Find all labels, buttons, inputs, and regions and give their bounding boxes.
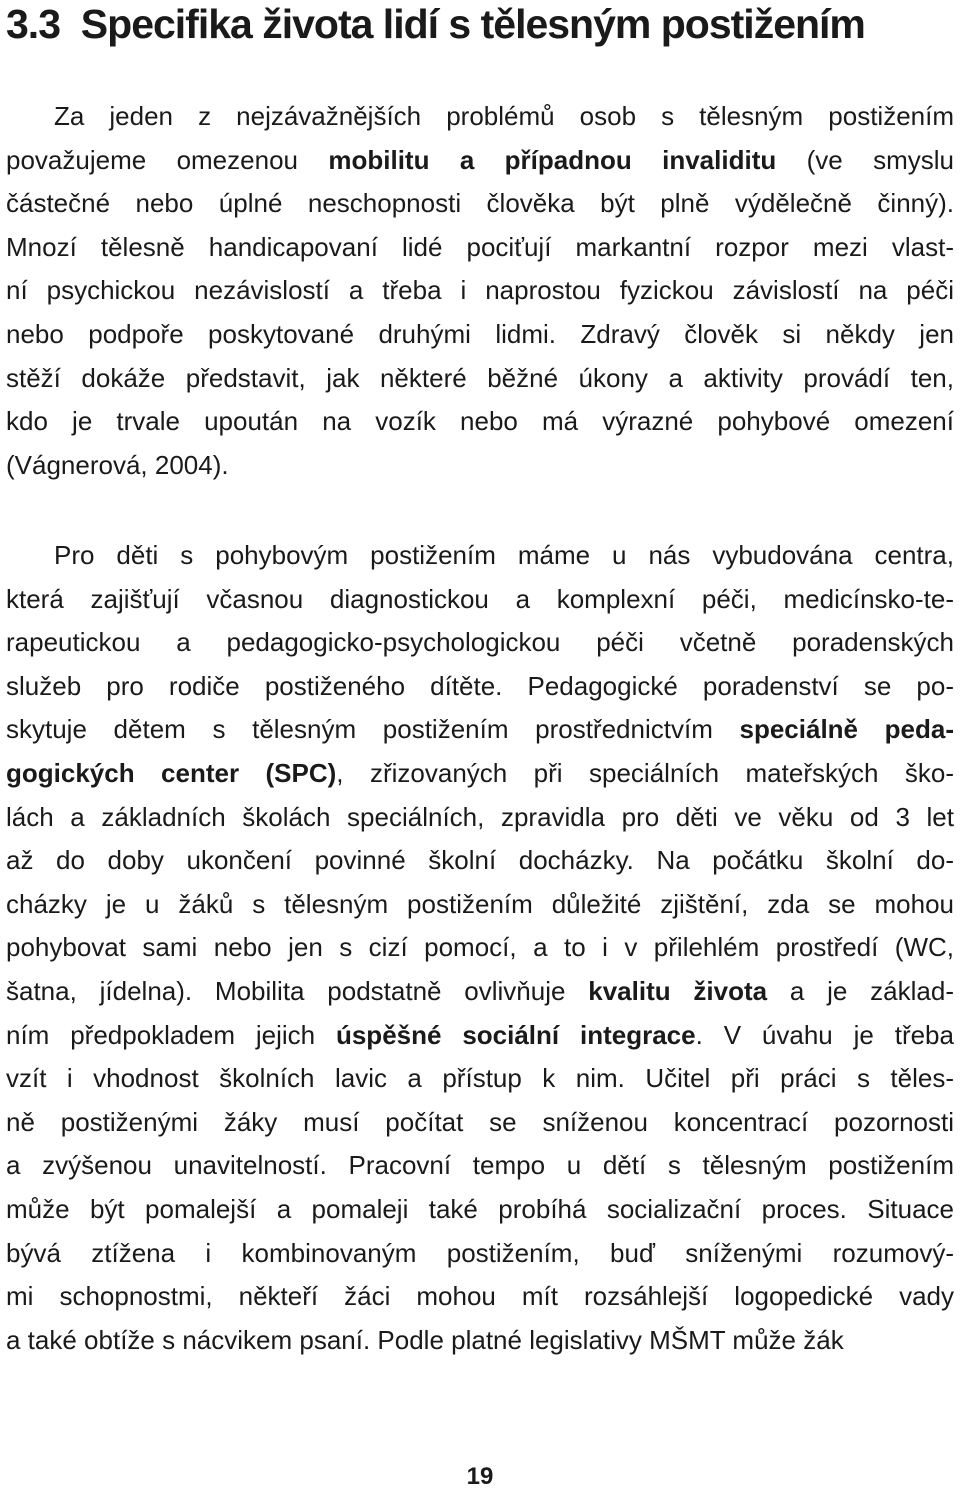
text-line: [6, 578, 954, 622]
text-run: která zajišťují včasnou diagnostickou a komplexní péči, medicínsko-te-: [6, 583, 954, 614]
text-run: mi schopnostmi, někteří žáci mohou mít rozsáhlejší logopedické vady: [6, 1281, 954, 1312]
page-number: 19: [466, 1463, 494, 1490]
text-line: [6, 226, 954, 270]
document-page: [6, 0, 954, 1494]
text-line: [6, 534, 954, 578]
text-run: ně postiženými žáky musí počítat se sníženou koncentrací pozornosti: [6, 1106, 954, 1137]
text-line: [6, 796, 954, 840]
text-run: kdo je trvale upoután na vozík nebo má výrazné pohybové omezení: [6, 406, 954, 437]
text-line: [6, 1057, 954, 1101]
section-number: 3.3: [6, 1, 60, 47]
text-run: rapeutickou a pedagogicko-psychologickou péči včetně poradenských: [6, 627, 954, 658]
section-title: Specifika života lidí s tělesným postižením: [80, 1, 865, 47]
text-run: lách a základních školách speciálních, zpravidla pro děti ve věku od 3 let: [6, 801, 954, 832]
text-line: [6, 1275, 954, 1319]
text-line: [6, 1144, 954, 1188]
text-run: pohybovat sami nebo jen s cizí pomocí, a to i v přilehlém prostředí (WC,: [6, 932, 954, 963]
text-run: , zřizovaných při speciálních mateřských ško-: [336, 757, 954, 788]
text-line: [6, 139, 954, 183]
text-run: a také obtíže s nácvikem psaní. Podle platné legislativy MŠMT může žák: [6, 1324, 844, 1355]
text-run: může být pomalejší a pomaleji také probíhá socializační proces. Situace: [6, 1193, 954, 1224]
text-run: a zvýšenou unavitelností. Pracovní tempo u dětí s tělesným postižením: [6, 1150, 954, 1181]
bold-term: úspěšné sociální integrace: [335, 1019, 696, 1050]
text-line: [6, 883, 954, 927]
text-line: [6, 1232, 954, 1276]
text-run: až do doby ukončení povinné školní docházky. Na počátku školní do-: [6, 845, 954, 876]
text-run: ním předpokladem jejich: [6, 1019, 336, 1050]
text-line: [6, 1014, 954, 1058]
text-run: cházky je u žáků s tělesným postižením důležité zjištění, zda se mohou: [6, 888, 954, 919]
text-run: (Vágnerová, 2004).: [6, 449, 229, 480]
text-line: [6, 665, 954, 709]
text-run: Mnozí tělesně handicapovaní lidé pociťují markantní rozpor mezi vlast-: [6, 231, 954, 262]
text-run: vzít i vhodnost školních lavic a přístup k nim. Učitel při práci s těles-: [6, 1063, 954, 1094]
text-run: Pro děti s pohybovým postižením máme u nás vybudována centra,: [54, 540, 954, 570]
text-line: [6, 708, 954, 752]
text-line: [6, 621, 954, 665]
text-line: [6, 1188, 954, 1232]
paragraph-mobility: [6, 95, 954, 487]
text-run: a je základ-: [767, 975, 954, 1006]
text-line: [6, 926, 954, 970]
bold-term: gogických center (SPC): [6, 757, 337, 788]
text-run: stěží dokáže představit, jak některé běžné úkony a aktivity provádí ten,: [6, 362, 954, 393]
text-run: bývá ztížena i kombinovaným postižením, buď sníženými rozumový-: [6, 1237, 954, 1268]
bold-term: mobilitu a případnou invaliditu: [328, 144, 777, 175]
text-run: nebo podpoře poskytované druhými lidmi. Zdravý člověk si někdy jen: [6, 318, 954, 349]
text-line: [6, 182, 954, 226]
text-run: částečné nebo úplné neschopnosti člověka být plně výdělečně činný).: [6, 188, 954, 219]
section-heading: [6, 2, 865, 46]
text-line: [6, 357, 954, 401]
text-run: považujeme omezenou: [6, 144, 329, 175]
text-line: [6, 444, 954, 488]
bold-term: kvalitu života: [588, 975, 768, 1006]
text-line: [6, 269, 954, 313]
text-line: [6, 839, 954, 883]
bold-term: speciálně peda-: [739, 714, 954, 745]
text-run: služeb pro rodiče postiženého dítěte. Pedagogické poradenství se po-: [6, 670, 954, 701]
text-run: Za jeden z nejzávažnějších problémů osob s tělesným postižením: [54, 101, 954, 131]
text-run: . V úvahu je třeba: [695, 1019, 954, 1050]
text-line: [6, 313, 954, 357]
text-run: šatna, jídelna). Mobilita podstatně ovlivňuje: [6, 975, 589, 1006]
text-run: (ve smyslu: [776, 144, 954, 175]
text-line: [6, 95, 954, 139]
text-line: [6, 970, 954, 1014]
text-line: [6, 400, 954, 444]
text-run: ní psychickou nezávislostí a třeba i naprostou fyzickou závislostí na péči: [6, 275, 954, 306]
text-line: [6, 1319, 954, 1363]
text-line: [6, 1101, 954, 1145]
text-run: skytuje dětem s tělesným postižením prostřednictvím: [6, 714, 740, 745]
text-line: [6, 752, 954, 796]
paragraph-support-centers: [6, 534, 954, 1362]
